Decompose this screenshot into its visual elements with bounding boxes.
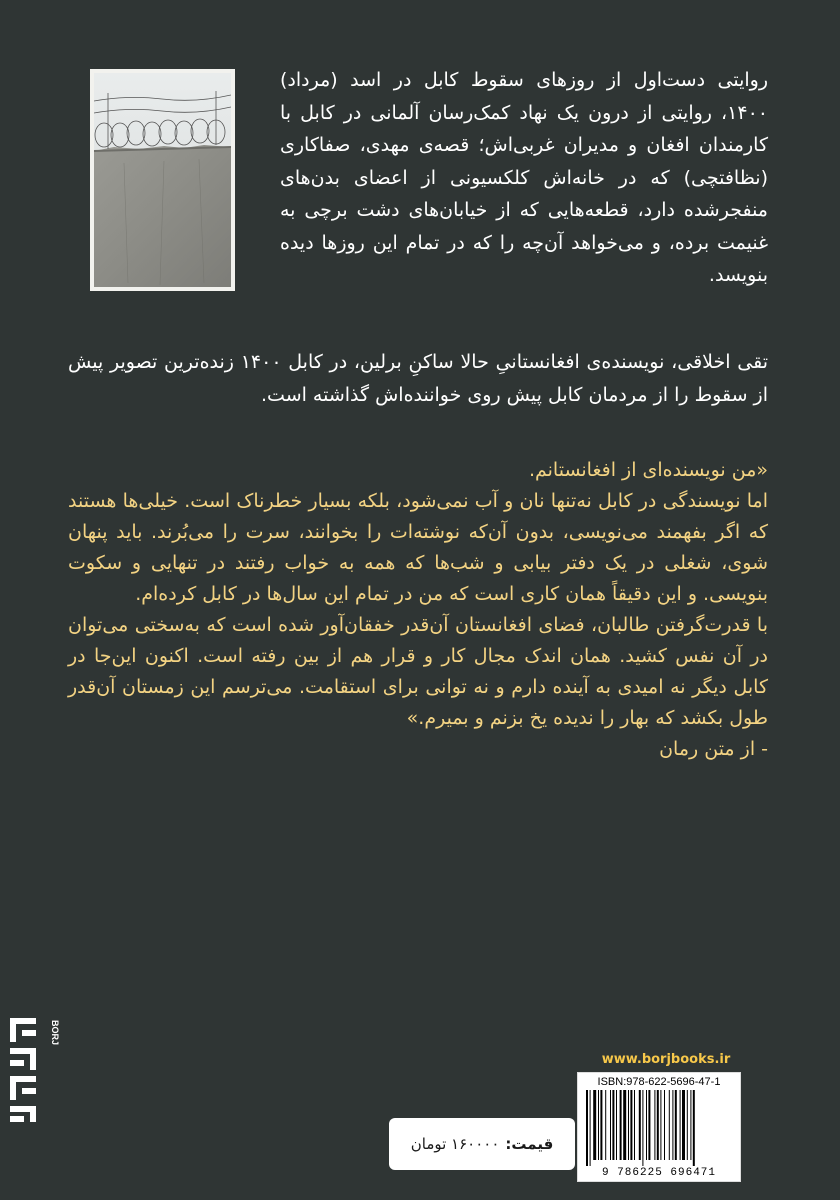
publisher-website[interactable]: www.borjbooks.ir	[601, 1052, 731, 1067]
excerpt-source: - از متن رمان	[659, 738, 768, 760]
excerpt-paragraph-3: با قدرت‌گرفتن طالبان، فضای افغانستان آن‌قدر خفقان‌آور شده است که به‌سختی می‌توان در آن نفس کشید. همان اندک مجال کار و قرار هم از بین رفته است. اکنون این‌جا در کابل دیگر نه امیدی به آینده دارم و نه توانی برای استقامت. می‌ترسم این زمستان آن‌قدر طول بکشد که بهار را ندیده یخ بزنم و بمیرم.»	[68, 614, 768, 729]
publisher-logo-text: BORJ	[50, 1020, 60, 1046]
barbed-wire-wall-image	[94, 73, 231, 287]
isbn-barcode	[577, 1072, 741, 1182]
author-note	[68, 346, 768, 411]
price-label: قیمت:	[505, 1135, 554, 1153]
barcode-digits: 9 786225 696471	[601, 1167, 717, 1179]
publisher-logo	[6, 1014, 64, 1126]
novel-excerpt	[68, 455, 768, 765]
excerpt-paragraph-2: اما نویسندگی در کابل نه‌تنها نان و آب نمی‌شود، بلکه بسیار خطرناک است. خیلی‌ها هستند که اگر بفهمند می‌نویسی، بدون آن‌که نوشته‌ات را بخوانند، سرت را می‌بُرند. باید پنهان شوی، شغلی در یک دفتر بیابی و شب‌ها که همه به خواب رفتند در تنهایی و سکوت بنویسی. و این دقیقاً همان کاری است که من در تمام این سال‌ها در کابل کرده‌ام.	[68, 490, 768, 605]
barcode-icon	[584, 1090, 734, 1166]
excerpt-paragraph-1: «من نویسنده‌ای از افغانستانم.	[528, 459, 768, 481]
synopsis-paragraph: روایتی دست‌اول از روزهای سقوط کابل در اسد (مرداد) ۱۴۰۰، روایتی از درون یک نهاد کمک‌رسان آلمانی در کابل با کارمندان افغان و مدیران غربی‌اش؛ قصه‌ی مهدی، صفاکاری (نظافتچی) که در خانه‌اش کلکسیونی از اعضای بدن‌های منفجرشده دارد، قطعه‌هایی که از خیابان‌های دشت برچی به غنیمت برده، و می‌خواهد آن‌چه را که در تمام این روزها دیده بنویسد.	[280, 69, 768, 286]
author-note-paragraph: تقی اخلاقی، نویسنده‌ی افغانستانیِ حالا ساکنِ برلین، در کابل ۱۴۰۰ زنده‌ترین تصویر پیش از سقوط را از مردمان کابل پیش روی خواننده‌اش گذاشته است.	[68, 351, 768, 406]
isbn-label: ISBN:978-622-5696-47-1	[597, 1076, 721, 1088]
price-amount: ۱۶۰۰۰۰ تومان	[410, 1135, 500, 1153]
book-synopsis	[280, 64, 768, 292]
price-tag	[389, 1118, 575, 1170]
borj-logo-icon	[6, 1014, 64, 1126]
cover-photo-barbed-wire-wall	[90, 69, 235, 291]
